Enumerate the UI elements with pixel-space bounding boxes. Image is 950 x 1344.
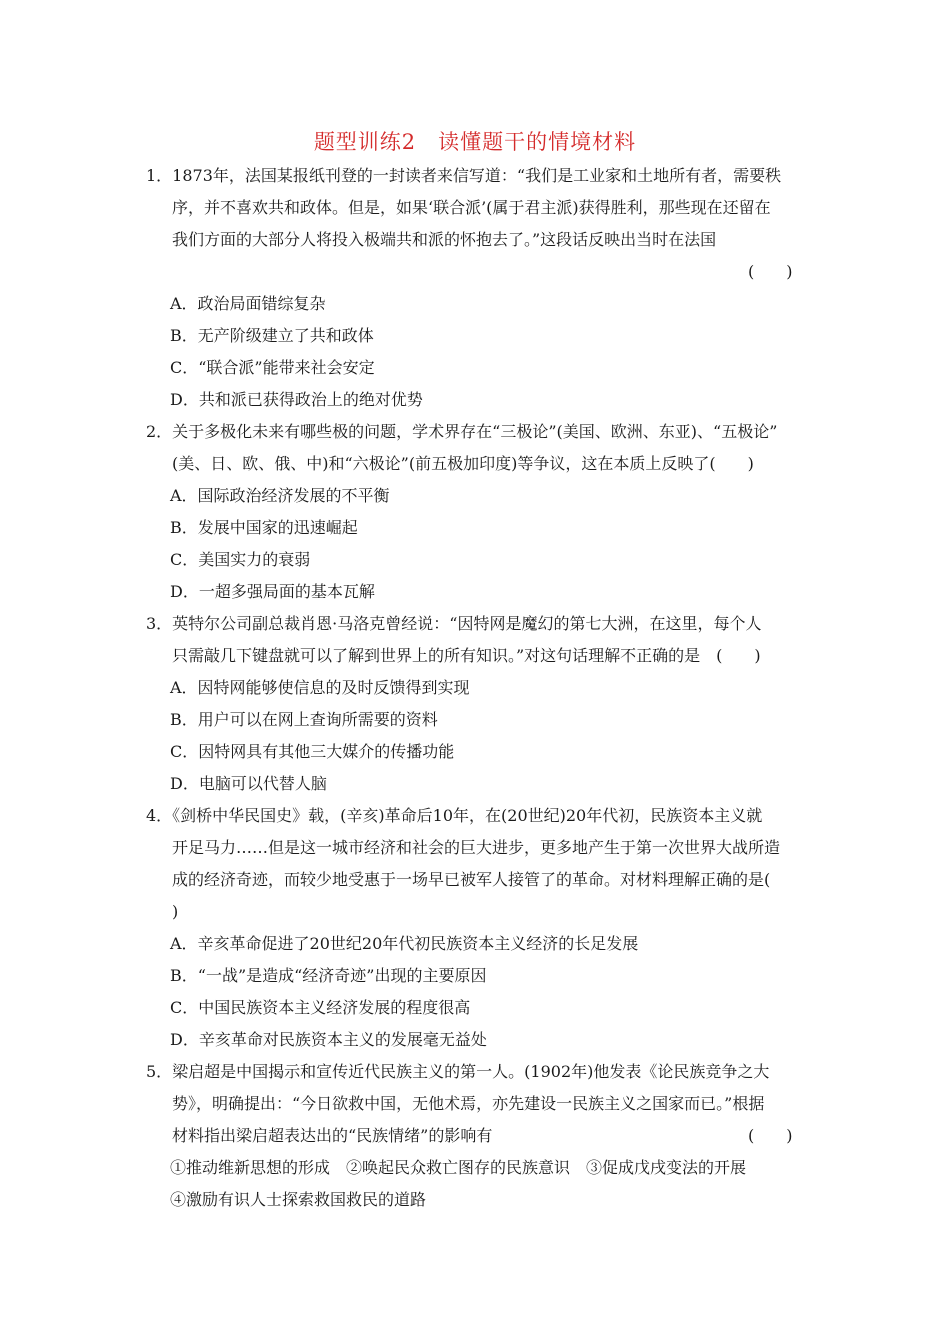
question-4-line-1: 4．《剑桥中华民国史》载，(辛亥)革命后10年，在(20世纪)20年代初，民族资本主义就: [146, 806, 763, 825]
question-4-option-c: C．中国民族资本主义经济发展的程度很高: [170, 998, 471, 1017]
question-3-line-1: 3．英特尔公司副总裁肖恩·马洛克曾经说：“因特网是魔幻的第七大洲，在这里，每个人: [146, 614, 762, 633]
question-2-option-b: B．发展中国家的迅速崛起: [170, 518, 358, 537]
question-3-option-c: C．因特网具有其他三大媒介的传播功能: [170, 742, 455, 761]
question-1-option-b: B．无产阶级建立了共和政体: [170, 326, 374, 345]
question-2-line-1: 2．关于多极化未来有哪些极的问题，学术界存在“三极论”(美国、欧洲、东亚)、“五极论”: [146, 422, 778, 441]
question-5-line-2: 势》，明确提出：“今日欲救中国，无他术焉，亦先建设一民族主义之国家而已。”根据: [172, 1094, 765, 1113]
question-5-line-1: 5．梁启超是中国揭示和宣传近代民族主义的第一人。(1902年)他发表《论民族竞争之大: [146, 1062, 770, 1081]
question-5-line-3: 材料指出梁启超表达出的“民族情绪”的影响有: [172, 1126, 493, 1145]
question-2-line-2: (美、日、欧、俄、中)和“六极论”(前五极加印度)等争议，这在本质上反映了( ): [172, 454, 754, 473]
worksheet-title: 题型训练2 读懂题干的情境材料: [313, 130, 637, 154]
question-1-line-1: 1．1873年，法国某报纸刊登的一封读者来信写道：“我们是工业家和土地所有者，需要秩: [146, 166, 782, 185]
question-4-line-2: 开足马力……但是这一城市经济和社会的巨大进步，更多地产生于第一次世界大战所造: [172, 838, 781, 857]
question-3-line-2: 只需敲几下键盘就可以了解到世界上的所有知识。”对这句话理解不正确的是 ( ): [172, 646, 761, 665]
question-4-option-a: A．辛亥革命促进了20世纪20年代初民族资本主义经济的长足发展: [170, 934, 639, 953]
question-1-answer-blank: ( ): [748, 262, 793, 281]
question-1-option-a: A．政治局面错综复杂: [170, 294, 326, 313]
question-3-option-a: A．因特网能够使信息的及时反馈得到实现: [170, 678, 470, 697]
question-5-statements-2: ④激励有识人士探索救国救民的道路: [170, 1190, 427, 1209]
question-5-statements-1: ①推动维新思想的形成 ②唤起民众救亡图存的民族意识 ③促成戊戌变法的开展: [170, 1158, 747, 1177]
question-3-option-d: D．电脑可以代替人脑: [170, 774, 327, 793]
question-4-option-d: D．辛亥革命对民族资本主义的发展毫无益处: [170, 1030, 487, 1049]
question-1-option-d: D．共和派已获得政治上的绝对优势: [170, 390, 423, 409]
question-5-answer-blank: ( ): [748, 1126, 793, 1145]
question-4-line-3: 成的经济奇迹，而较少地受惠于一场早已被军人接管了的革命。对材料理解正确的是(: [172, 870, 771, 889]
question-1-line-3: 我们方面的大部分人将投入极端共和派的怀抱去了。”这段话反映出当时在法国: [172, 230, 717, 249]
question-4-line-4: ): [172, 902, 179, 921]
question-2-option-c: C．美国实力的衰弱: [170, 550, 311, 569]
question-3-option-b: B．用户可以在网上查询所需要的资料: [170, 710, 438, 729]
question-1-line-2: 序，并不喜欢共和政体。但是，如果‘联合派’(属于君主派)获得胜利，那些现在还留在: [172, 198, 771, 217]
question-4-option-b: B．“一战”是造成“经济奇迹”出现的主要原因: [170, 966, 487, 985]
question-2-option-a: A．国际政治经济发展的不平衡: [170, 486, 390, 505]
question-2-option-d: D．一超多强局面的基本瓦解: [170, 582, 375, 601]
question-1-option-c: C．“联合派”能带来社会安定: [170, 358, 375, 377]
